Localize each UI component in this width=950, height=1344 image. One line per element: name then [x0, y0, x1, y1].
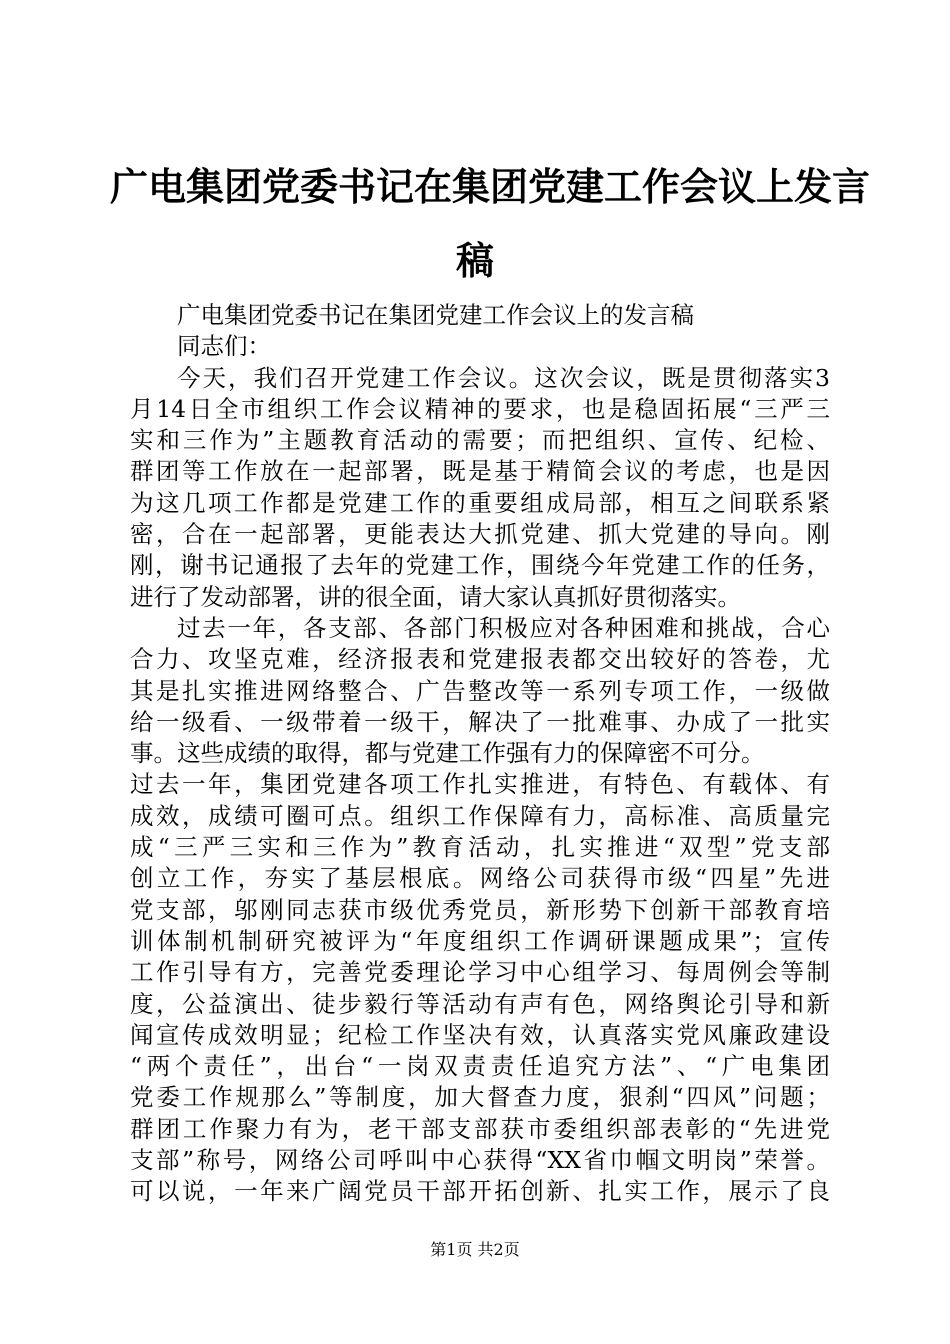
- body-line: 事。这些成绩的取得，都与党建工作强有力的保障密不可分。: [130, 739, 765, 768]
- body-line: 刚，谢书记通报了去年的党建工作，围绕今年党建工作的任务，: [130, 551, 830, 580]
- document-body: [130, 300, 830, 1208]
- body-line: 实和三作为”主题教育活动的需要；而把组织、宣传、纪检、: [130, 426, 830, 455]
- body-line: 过去一年，各支部、各部门积极应对各种困难和挑战，合心: [177, 613, 830, 642]
- title-line-1: 广电集团党委书记在集团党建工作会议上发言: [110, 164, 871, 209]
- body-line: 为这几项工作都是党建工作的重要组成局部，相互之间联系紧: [130, 488, 830, 517]
- body-line: 群团工作聚力有为，老干部支部获市委组织部表彰的“先进党: [130, 1114, 830, 1143]
- body-line: 闻宣传成效明显；纪检工作坚决有效，认真落实党风廉政建设: [130, 1020, 830, 1049]
- body-line: 进行了发动部署，讲的很全面，请大家认真抓好贯彻落实。: [130, 582, 741, 611]
- page-footer: [0, 1238, 950, 1262]
- body-line: 密，合在一起部署，更能表达大抓党建、抓大党建的导向。刚: [130, 520, 830, 549]
- body-line: 创立工作，夯实了基层根底。网络公司获得市级“四星”先进: [130, 864, 830, 893]
- body-line: 同志们：: [177, 332, 271, 361]
- body-line: 党支部，邬刚同志获市级优秀党员，新形势下创新干部教育培: [130, 895, 830, 924]
- body-line: 党委工作规那么”等制度，加大督查力度，狠刹“四风”问题；: [130, 1083, 830, 1112]
- document-title: [110, 150, 871, 298]
- body-line: 其是扎实推进网络整合、广告整改等一系列专项工作，一级做: [130, 676, 830, 705]
- body-line: 合力、攻坚克难，经济报表和党建报表都交出较好的答卷，尤: [130, 645, 830, 674]
- body-line: 给一级看、一级带着一级干，解决了一批难事、办成了一批实: [130, 707, 830, 736]
- title-line-2: 稿: [455, 238, 494, 283]
- body-line: 可以说，一年来广阔党员干部开拓创新、扎实工作，展示了良: [130, 1177, 830, 1206]
- body-line: 工作引导有方，完善党委理论学习中心组学习、每周例会等制: [130, 958, 830, 987]
- body-line: 支部”称号，网络公司呼叫中心获得“XX省巾帼文明岗”荣誉。: [130, 1146, 830, 1175]
- body-line: 广电集团党委书记在集团党建工作会议上的发言稿: [177, 301, 694, 329]
- body-line: 月14日全市组织工作会议精神的要求，也是稳固拓展“三严三: [130, 394, 830, 423]
- body-line: 今天，我们召开党建工作会议。这次会议，既是贯彻落实3: [177, 363, 830, 392]
- body-line: 训体制机制研究被评为“年度组织工作调研课题成果”；宣传: [130, 926, 830, 955]
- body-line: “两个责任”，出台“一岗双责责任追究方法”、“广电集团: [130, 1052, 830, 1081]
- page-number-label: 第1页 共2页: [430, 1240, 520, 1259]
- body-line: 成“三严三实和三作为”教育活动，扎实推进“双型”党支部: [130, 833, 830, 862]
- body-line: 过去一年，集团党建各项工作扎实推进，有特色、有载体、有: [130, 770, 830, 799]
- body-line: 群团等工作放在一起部署，既是基于精简会议的考虑，也是因: [130, 457, 830, 486]
- body-line: 度，公益演出、徒步毅行等活动有声有色，网络舆论引导和新: [130, 989, 830, 1018]
- body-line: 成效，成绩可圈可点。组织工作保障有力，高标准、高质量完: [130, 801, 830, 830]
